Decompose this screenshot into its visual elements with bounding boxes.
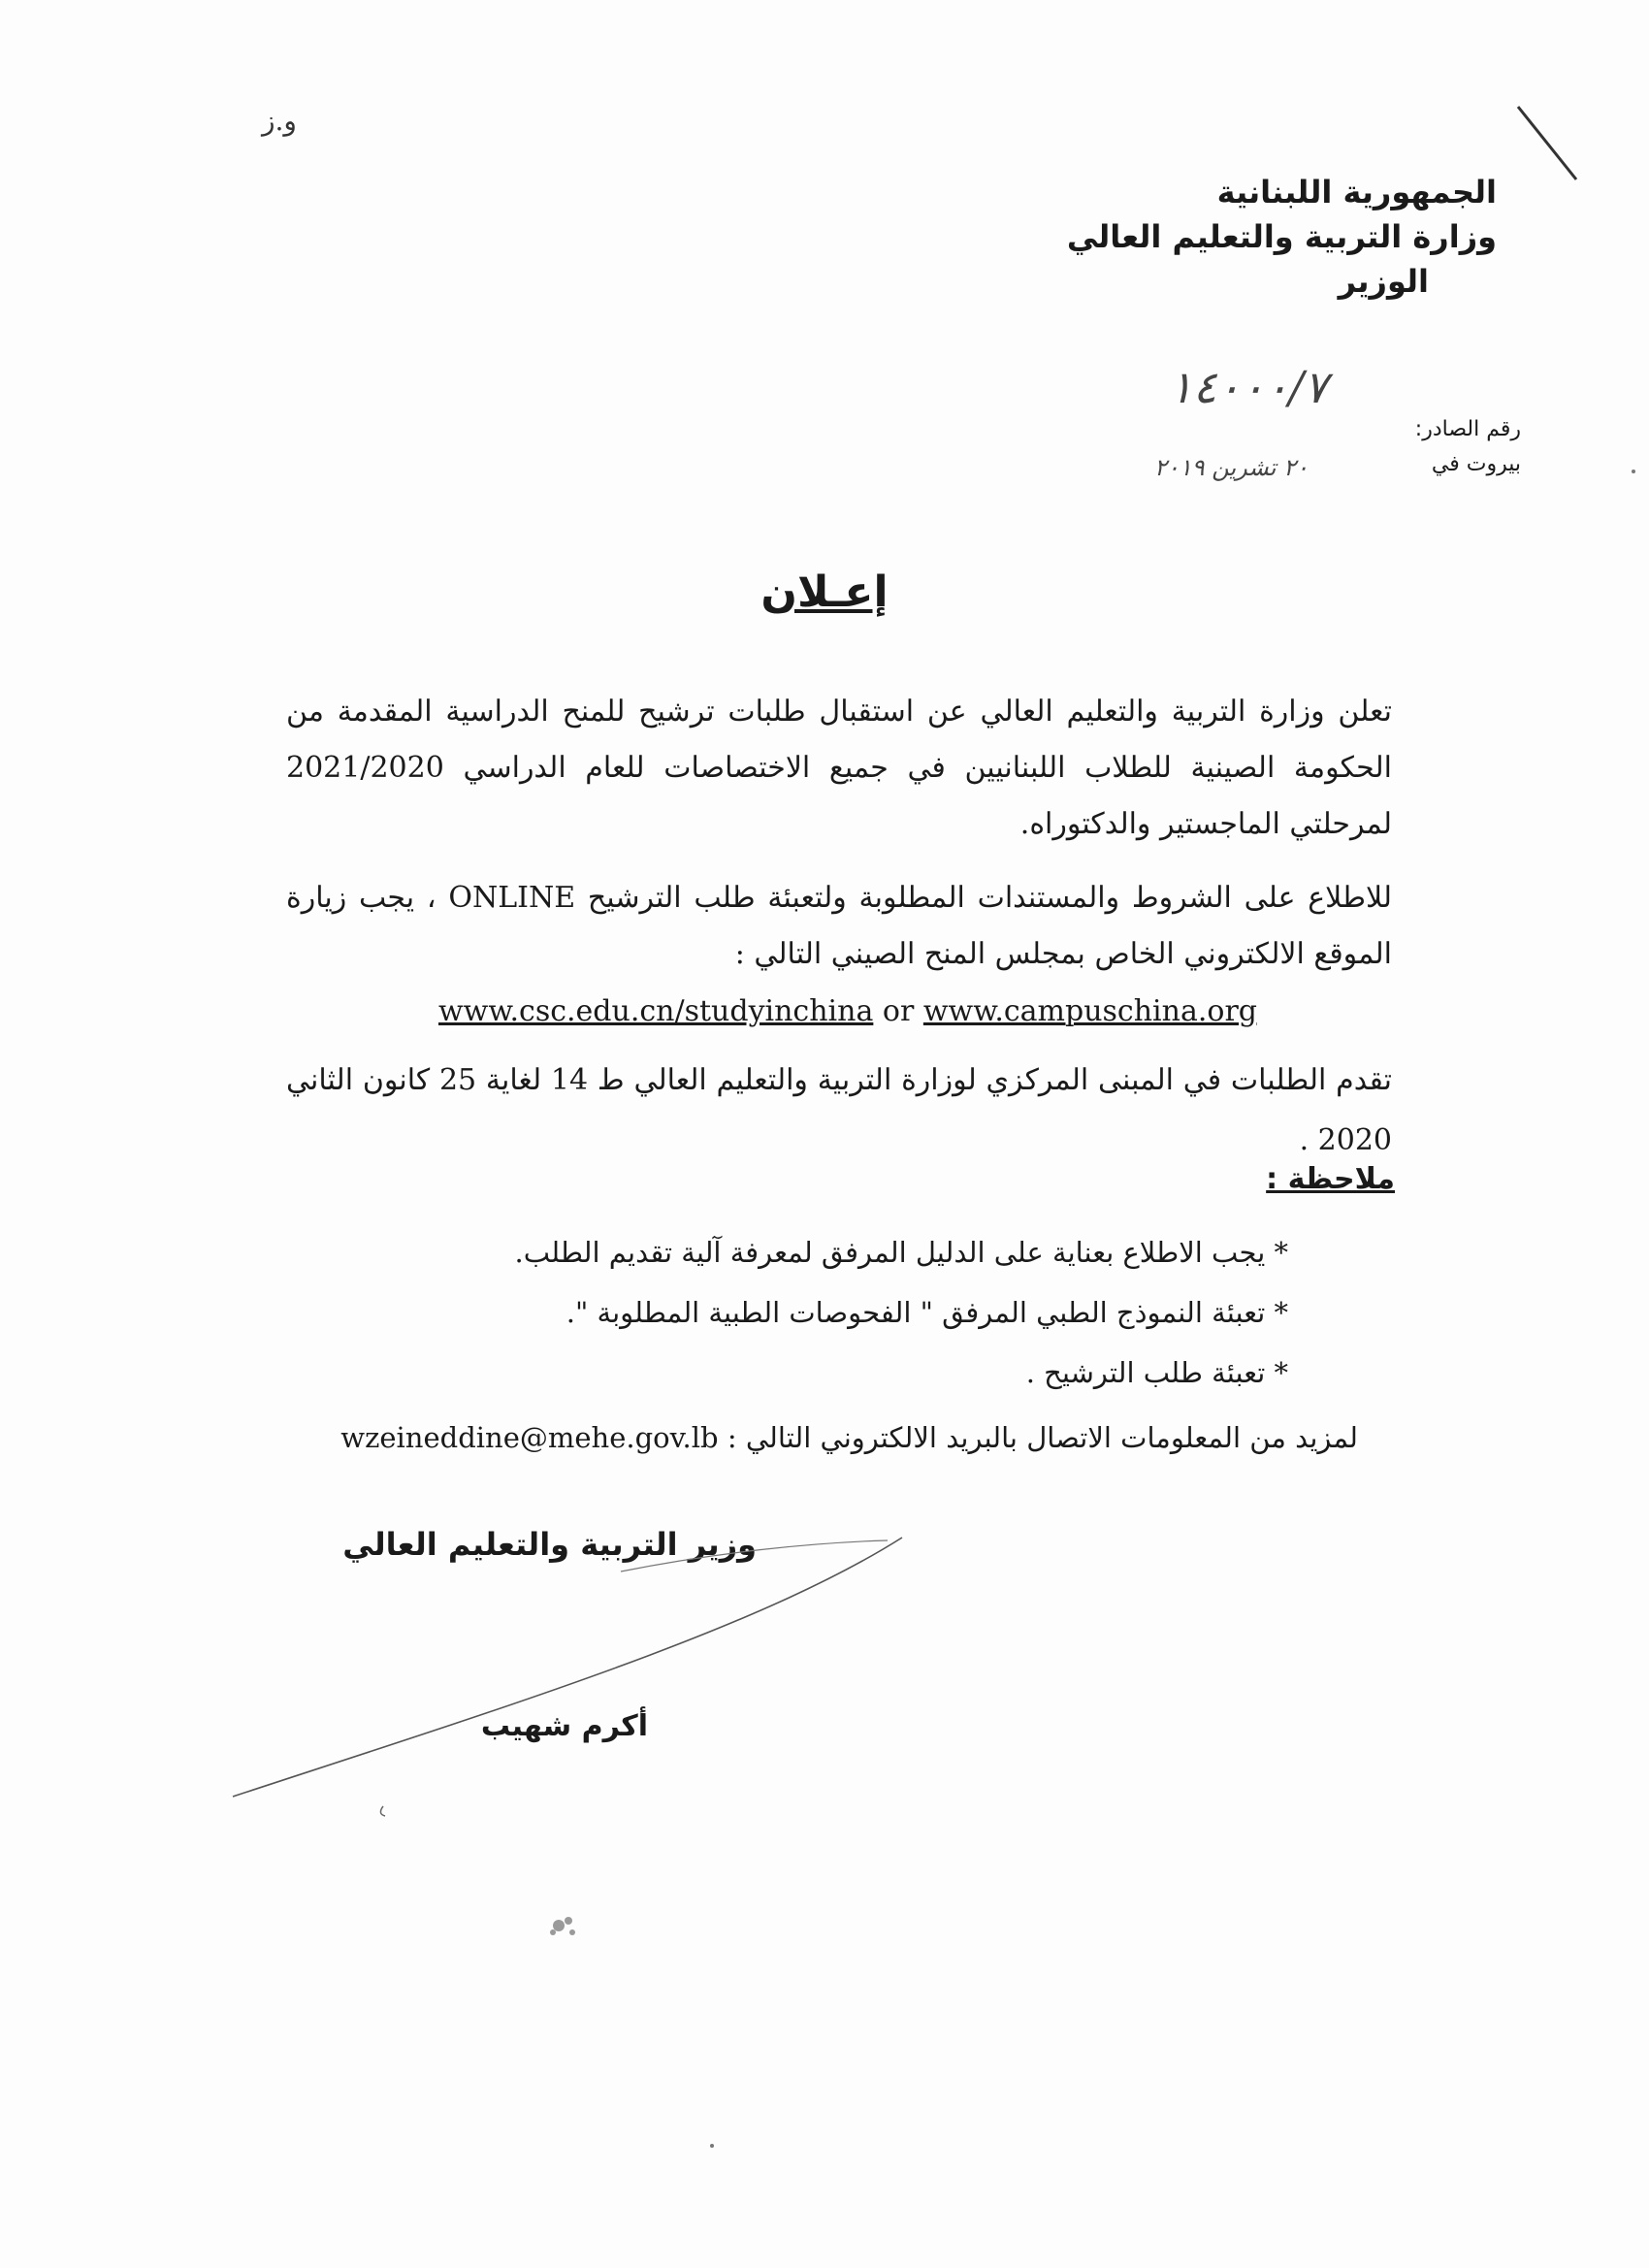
place-date-label: بيروت في	[1431, 452, 1521, 476]
link-separator: or	[882, 994, 915, 1028]
note-item: * تعبئة طلب الترشيح .	[1025, 1356, 1288, 1389]
scan-dot	[1632, 470, 1635, 473]
signature-name: أكرم شهيب	[480, 1709, 648, 1743]
handwritten-issue-number: ١٤٠٠٠/٧	[1169, 361, 1328, 413]
paragraph-intro: تعلن وزارة التربية والتعليم العالي عن استقبال طلبات ترشيح للمنح الدراسية المقدمة من الحكومة الصينية للطلاب اللبنانيين في جميع الاختصاصات للعام الدراسي 2021/2020 لمرحلتي الماجستير والدكتوراه.	[286, 695, 1392, 841]
note-heading-text: ملاحظة :	[1266, 1162, 1395, 1196]
link-campuschina[interactable]: www.campuschina.org	[922, 994, 1257, 1028]
signature-tick	[380, 1806, 385, 1816]
scan-dot	[710, 2144, 714, 2148]
scan-smudge	[550, 1917, 575, 1935]
corner-mark: و.ز	[262, 105, 297, 137]
announcement-title-text: إعـلان	[760, 567, 889, 617]
link-csc[interactable]: www.csc.edu.cn/studyinchina	[438, 994, 874, 1028]
handwritten-date: ٢٠ تشرين ٢٠١٩	[1154, 454, 1309, 481]
corner-stroke	[1518, 107, 1576, 179]
contact-line: لمزيد من المعلومات الاتصال بالبريد الالكتروني التالي : wzeineddine@mehe.gov.lb	[340, 1421, 1358, 1454]
issue-number-label: رقم الصادر:	[1414, 417, 1521, 441]
note-item: * تعبئة النموذج الطبي المرفق " الفحوصات الطبية المطلوبة ".	[566, 1296, 1288, 1329]
paragraph-instructions: للاطلاع على الشروط والمستندات المطلوبة ولتعبئة طلب الترشيح ONLINE ، يجب زيارة الموقع الالكتروني الخاص بمجلس المنح الصيني التالي :	[286, 881, 1392, 971]
paragraph-submission: تقدم الطلبات في المبنى المركزي لوزارة التربية والتعليم العالي ط 14 لغاية 25 كانون الثاني 2020 .	[286, 1063, 1393, 1157]
note-item: * يجب الاطلاع بعناية على الدليل المرفق لمعرفة آلية تقديم الطلب.	[514, 1236, 1288, 1269]
signature-stroke	[233, 1538, 902, 1797]
letterhead-ministry: وزارة التربية والتعليم العالي	[1066, 218, 1497, 255]
signature-title: وزير التربية والتعليم العالي	[342, 1526, 757, 1563]
signature-stroke-2	[621, 1540, 888, 1571]
letterhead-republic: الجمهورية اللبنانية	[1216, 174, 1497, 211]
letterhead-minister: الوزير	[1338, 263, 1429, 300]
